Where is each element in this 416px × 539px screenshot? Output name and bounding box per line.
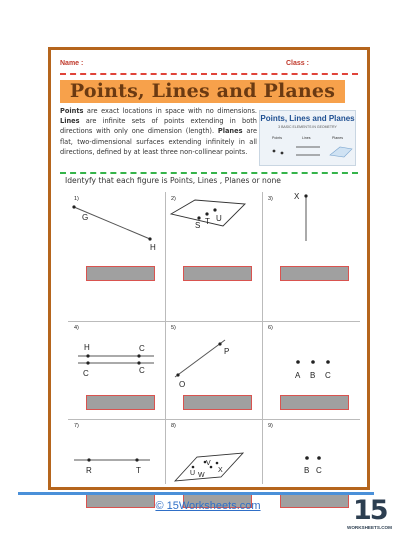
thumbnail-subtitle: 3 BASIC ELEMENTS IN GEOMETRY xyxy=(278,125,337,129)
point-label: A xyxy=(295,371,301,380)
red-divider xyxy=(60,73,358,75)
point-label: B xyxy=(310,371,316,380)
term-points: Points xyxy=(60,107,84,115)
figure-number: 5) xyxy=(171,325,176,331)
point-label: C xyxy=(316,466,322,475)
point-label: C xyxy=(83,369,89,378)
figure-6 xyxy=(262,321,359,418)
intro-text-1: are exact locations in space with no dimensions. xyxy=(83,107,257,115)
figure-4 xyxy=(68,321,165,418)
thumbnail-planes-label: Planes xyxy=(332,136,343,140)
answer-box[interactable] xyxy=(86,266,155,281)
point-label: P xyxy=(224,347,230,356)
point-label: S xyxy=(195,221,201,230)
point-label: X xyxy=(218,467,223,474)
point-label: H xyxy=(84,343,90,352)
point-label: C xyxy=(139,344,145,353)
point-label: G xyxy=(82,213,89,222)
site-link[interactable]: © 15Worksheets.com xyxy=(155,500,261,512)
point-label: O xyxy=(179,380,186,389)
logo-text: WORKSHEETS.COM xyxy=(347,525,392,530)
class-label: Class : xyxy=(286,60,309,67)
green-divider xyxy=(60,172,358,174)
point-label: X xyxy=(294,192,300,201)
thumbnail-lines-label: Lines xyxy=(302,136,311,140)
answer-box[interactable] xyxy=(86,395,155,410)
figure-number: 3) xyxy=(268,196,273,202)
point-label: C xyxy=(325,371,331,380)
answer-box[interactable] xyxy=(280,266,349,281)
answer-box[interactable] xyxy=(183,266,252,281)
answer-box[interactable] xyxy=(183,395,252,410)
intro-text-3: are flat, two-dimensional surfaces extending infinitely in all directions, defined by at least three non-collinear points. xyxy=(60,127,257,156)
point-label: T xyxy=(136,466,141,475)
figure-3 xyxy=(262,192,359,289)
intro-text-2: are infinite sets of points extending in both directions with only one dimension (length). xyxy=(60,117,257,136)
concept-thumbnail xyxy=(259,110,356,166)
figure-5 xyxy=(165,321,262,418)
point-label: U xyxy=(216,214,222,223)
figure-2 xyxy=(165,192,262,289)
point-label: R xyxy=(86,466,92,475)
point-label: T xyxy=(205,217,210,226)
thumbnail-illustration xyxy=(260,111,357,167)
intro-paragraph xyxy=(60,106,257,157)
term-lines: Lines xyxy=(60,117,80,126)
figure-number: 6) xyxy=(268,325,273,331)
name-class-row xyxy=(60,58,358,70)
figure-number: 4) xyxy=(74,325,79,331)
thumbnail-points-label: Points xyxy=(272,136,282,140)
figure-1 xyxy=(68,192,165,289)
figure-number: 7) xyxy=(74,423,79,429)
point-label: H xyxy=(150,243,156,252)
name-label: Name : xyxy=(60,60,84,67)
footer-divider xyxy=(18,492,374,495)
worksheet xyxy=(48,47,370,490)
figure-number: 9) xyxy=(268,423,273,429)
point-label: B xyxy=(304,466,310,475)
thumbnail-title: Points, Lines and Planes xyxy=(260,114,355,123)
figure-number: 8) xyxy=(171,423,176,429)
point-label: W xyxy=(198,472,205,479)
answer-box[interactable] xyxy=(280,395,349,410)
figures-grid xyxy=(68,192,360,484)
logo-number: 15 xyxy=(353,495,387,526)
point-label: U xyxy=(190,470,196,477)
figure-number: 1) xyxy=(74,196,79,202)
point-label: C xyxy=(139,366,145,375)
site-logo xyxy=(347,495,392,533)
term-planes: Planes xyxy=(217,127,243,136)
point-label: V xyxy=(206,460,211,467)
figure-number: 2) xyxy=(171,196,176,202)
instruction-text: Identyfy that each figure is Points, Lines , Planes or none xyxy=(65,176,281,185)
worksheet-title: Points, Lines and Planes xyxy=(60,80,345,103)
